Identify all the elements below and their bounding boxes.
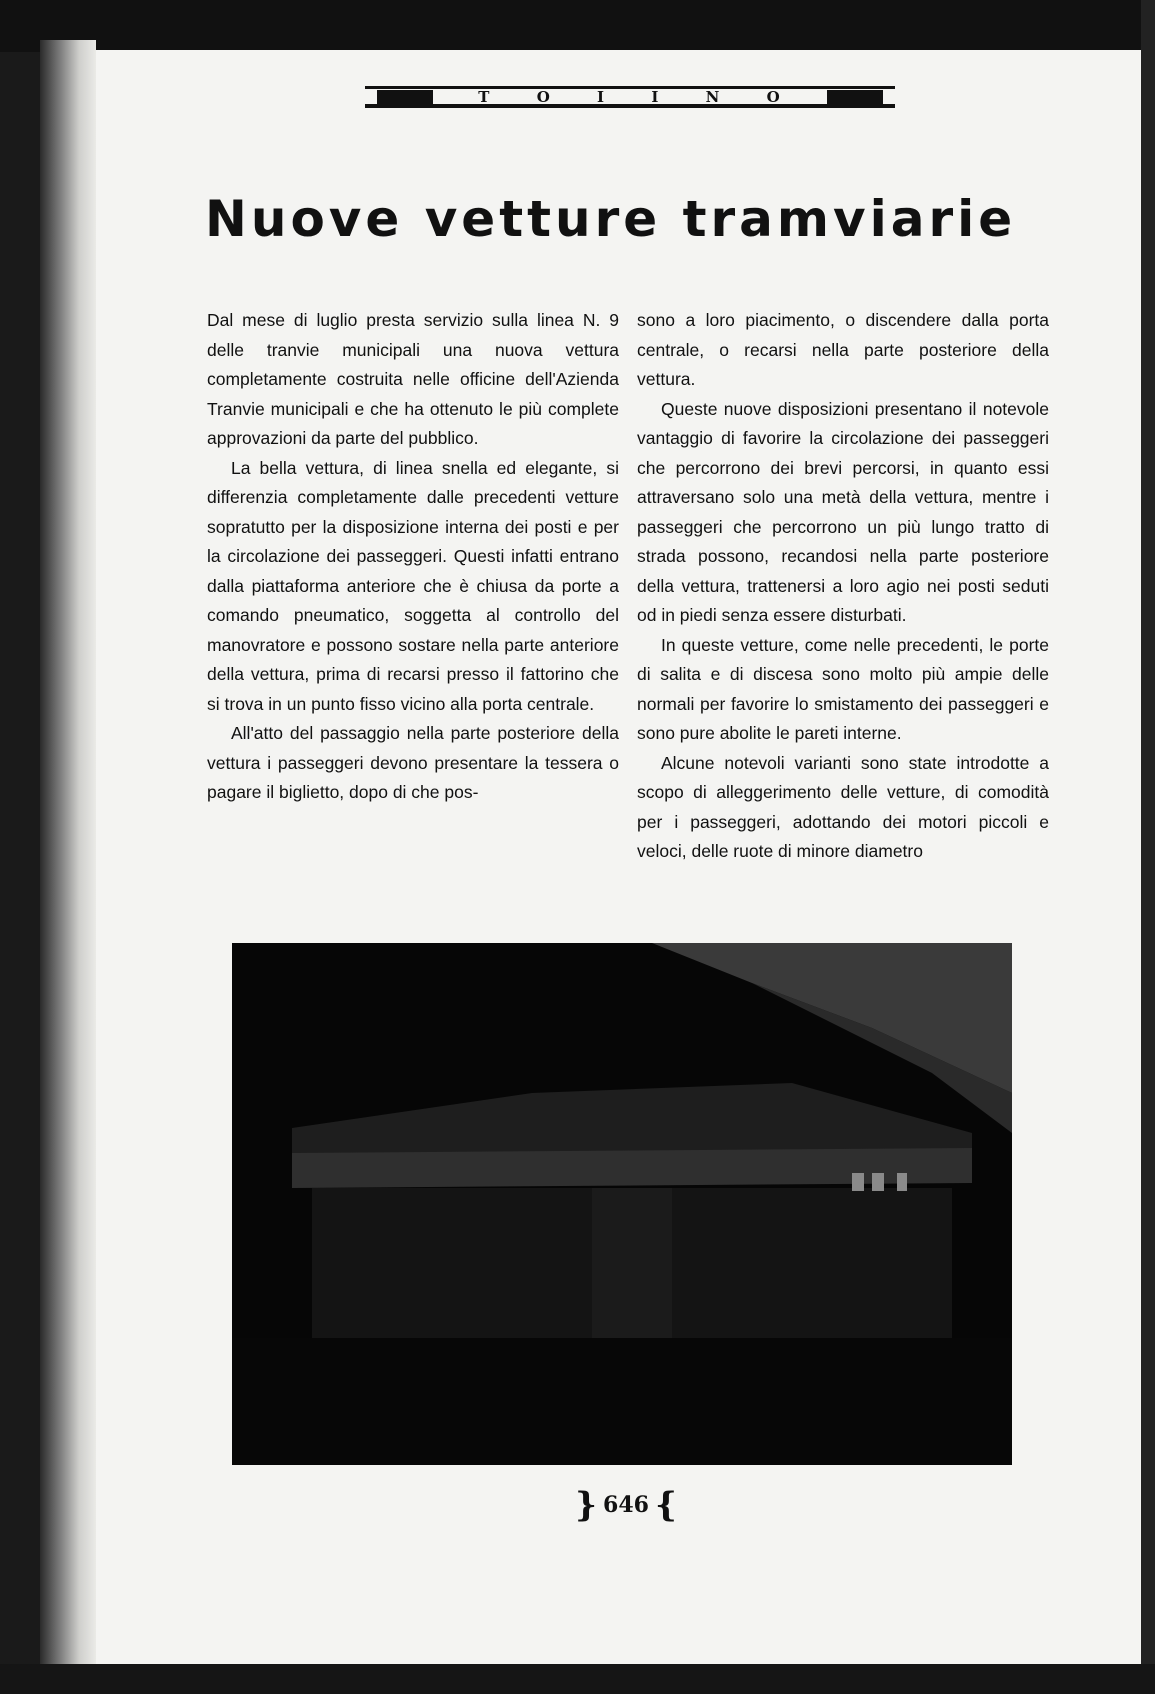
folio-ornament-right: { xyxy=(654,1485,677,1525)
left-column xyxy=(207,306,619,808)
running-head-letter: I xyxy=(597,87,607,106)
paragraph: In queste vetture, come nelle precedenti, le porte di salita e di discesa sono molto più ampie delle normali per favorire lo smistamento dei passeggeri e sono pure abolite le pareti interne. xyxy=(637,634,1049,743)
article-title: Nuove vetture tramviarie xyxy=(205,190,1017,248)
paragraph: Alcune notevoli varianti sono state introdotte a scopo di alleggerimento delle vetture, di comodità per i passeggeri, adottando dei motori piccoli e veloci, delle ruote di minore diametro xyxy=(637,752,1049,861)
paragraph: La bella vettura, di linea snella ed elegante, si differenzia completamente dalle precedenti vetture sopratutto per la disposizione interna dei posti e per la circolazione dei passeggeri. Questi infatti entrano dalla piattaforma anteriore che è chiusa da porte a comando pneumatico, soggetta al controllo del manovratore e possono sostare nella parte anteriore della vettura, prima di recarsi presso il fattorino che si trova in un punto fisso vicino alla porta centrale. xyxy=(207,457,619,714)
running-head-ornament-left xyxy=(377,90,433,104)
paragraph: Queste nuove disposizioni presentano il notevole vantaggio di favorire la circolazione dei passeggeri che percorrono dei brevi percorsi, in quanto essi attraversano solo una metà della vettura, mentre i passeggeri che percorrono un più lungo tratto di strada possono, recandosi nella parte posteriore della vettura, trattenersi a loro agio nei posti seduti od in piedi senza essere disturbati. xyxy=(637,398,1049,625)
page-number-value: 646 xyxy=(603,1492,649,1518)
running-head-ornament-right xyxy=(827,90,883,104)
scan-top-edge xyxy=(0,0,1155,52)
book-spine-shadow xyxy=(40,40,96,1680)
running-head-letter: O xyxy=(536,87,552,106)
running-head-letter: T xyxy=(478,87,492,106)
running-head-letter: I xyxy=(651,87,661,106)
running-head xyxy=(365,86,895,108)
scan-right-edge xyxy=(1141,0,1155,1694)
running-head-letter: N xyxy=(705,87,722,106)
tram-photograph xyxy=(232,943,1012,1465)
scan-bottom-edge xyxy=(0,1664,1155,1694)
paragraph: All'atto del passaggio nella parte posteriore della vettura i passeggeri devono presentare la tessera o pagare il biglietto, dopo di che pos- xyxy=(207,723,619,802)
running-head-letter: O xyxy=(766,87,782,106)
paragraph: Dal mese di luglio presta servizio sulla linea N. 9 delle tranvie municipali una nuova vettura completamente costruita nelle officine dell'Azienda Tranvie municipali e che ha ottenuto le più complete approvazioni da parte del pubblico. xyxy=(207,310,619,448)
page-number xyxy=(576,1487,676,1523)
right-column xyxy=(637,306,1049,867)
folio-ornament-left: } xyxy=(575,1485,598,1525)
tram-photo-illustration xyxy=(232,943,1012,1465)
paragraph: sono a loro piacimento, o discendere dalla porta centrale, o recarsi nella parte posteriore della vettura. xyxy=(637,310,1049,389)
